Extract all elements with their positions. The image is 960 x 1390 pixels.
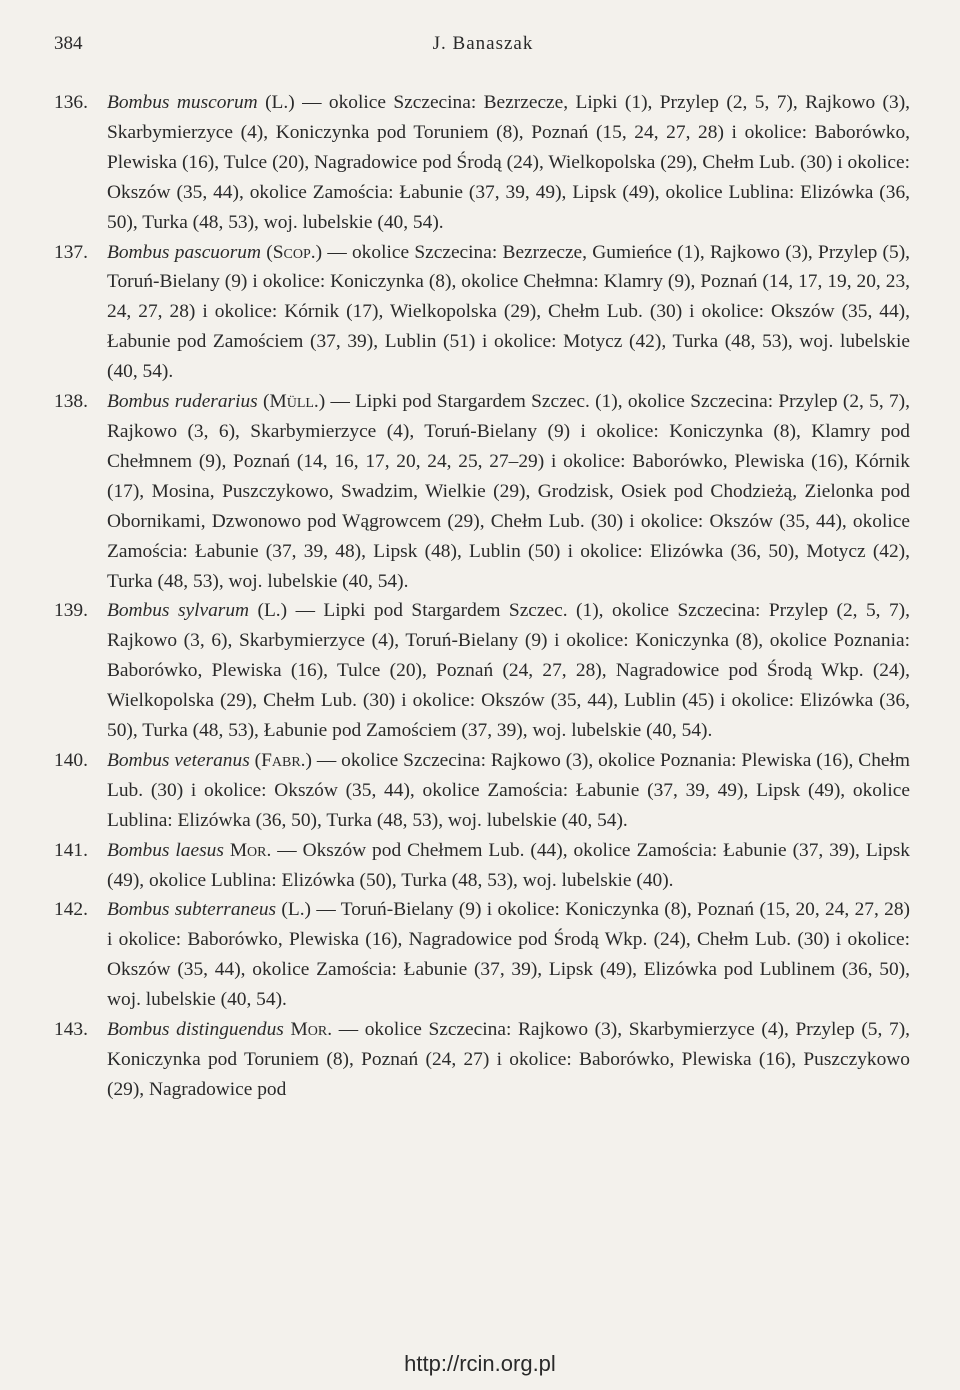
- entry-number: 138.: [54, 391, 88, 413]
- entry-number: 141.: [54, 839, 88, 861]
- species-author: (Fabr.): [254, 749, 312, 771]
- entry-number: 140.: [54, 749, 88, 771]
- species-entry-138: [54, 387, 910, 596]
- page-number: 384: [54, 33, 83, 54]
- species-name: Bombus veteranus: [107, 749, 250, 771]
- locality-text: — okolice Szczecina: Bezrzecze, Lipki (1), Przylep (2, 5, 7), Rajkowo (3), Skarbymierzyce (4), Koniczynka pod Toruniem (8), Poznań (15, 24, 27, 28) i okolice: Baborówko, Plewiska (16), Tulce (20), Nagradowice pod Środą (24), Wielkopolska (29), Chełm Lub. (30) i okolice: Okszów (35, 44), okolice Zamościa: Łabunie (37, 39, 49), Lipsk (49), okolice Lublina: Elizówka (36, 50), Turka (48, 53), woj. lubelskie (40, 54).: [107, 92, 910, 233]
- species-list: [54, 88, 910, 1105]
- species-name: Bombus muscorum: [107, 92, 258, 113]
- locality-text: — okolice Szczecina: Rajkowo (3), okolice Poznania: Plewiska (16), Chełm Lub. (30) i okolice: Okszów (35, 44), okolice Zamościa: Łabunie (37, 39, 49), Lipsk (49), okolice Lublina: Elizówka (36, 50), Turka (48, 53), woj. lubelskie (40, 54).: [107, 749, 910, 831]
- species-name: Bombus sylvarum: [107, 600, 250, 622]
- species-author: (Müll.): [263, 391, 326, 413]
- species-entry-143: [54, 1015, 910, 1105]
- species-entry-140: [54, 746, 910, 836]
- entry-number: 142.: [54, 899, 88, 921]
- species-entry-136: [54, 88, 910, 238]
- entry-number: 137.: [54, 241, 88, 263]
- locality-text: — Lipki pod Stargardem Szczec. (1), okolice Szczecina: Przylep (2, 5, 7), Rajkowo (3, 6), Skarbymierzyce (4), Toruń-Bielany (9) i okolice: Koniczynka (8), Klamry pod Chełmnem (9), Poznań (14, 16, 17, 20, 24, 25, 27–29) i okolice: Baborówko, Plewiska (16), Kórnik (17), Mosina, Puszczykowo, Swadzim, Wielkie (29), Grodzisk, Osiek pod Chodzieżą, Zielonka pod Obornikami, Dzwonowo pod Wągrowcem (29), Chełm Lub. (30) i okolice: Okszów (35, 44), okolice Zamościa: Łabunie (37, 39, 48), Lipsk (48), Lublin (50) i okolice: Elizówka (36, 50), Motycz (42), Turka (48, 53), woj. lubelskie (40, 54).: [107, 391, 910, 592]
- species-name: Bombus pascuorum: [107, 241, 261, 263]
- species-name: Bombus subterraneus: [107, 899, 277, 921]
- locality-text: — okolice Szczecina: Bezrzecze, Gumieńce (1), Rajkowo (3), Przylep (5), Toruń-Bielany (9) i okolice: Koniczynka (8), okolice Chełmna: Klamry (9), Poznań (14, 17, 19, 20, 23, 24, 27, 28) i okolice: Kórnik (17), Wielkopolska (29), Chełm Lub. (30) i okolice: Okszów (35, 44), Łabunie pod Zamościem (37, 39), Lublin (51) i okolice: Motycz (42), Turka (48, 53), woj. lubelskie (40, 54).: [107, 241, 911, 383]
- species-author: (L.): [281, 899, 312, 921]
- species-author: Mor.: [290, 1019, 333, 1041]
- species-name: Bombus laesus: [107, 839, 224, 861]
- species-entry-142: [54, 895, 910, 1015]
- species-author: (Scop.): [266, 241, 323, 263]
- species-entry-139: [54, 596, 910, 746]
- locality-text: — Lipki pod Stargardem Szczec. (1), okolice Szczecina: Przylep (2, 5, 7), Rajkowo (3, 6), Skarbymierzyce (4), Toruń-Bielany (9) i okolice: Koniczynka (8), okolice Poznania: Baborówko, Plewiska (16), Tulce (20), Poznań (24, 27, 28), Nagradowice pod Środą Wkp. (24), Wielkopolska (29), Chełm Lub. (30) i okolice: Okszów (35, 44), Lublin (45) i okolice: Elizówka (36, 50), Turka (48, 53), Łabunie pod Zamościem (37, 39), woj. lubelskie (40, 54).: [107, 600, 910, 742]
- locality-text: — Okszów pod Chełmem Lub. (44), okolice Zamościa: Łabunie (37, 39), Lipsk (49), okolice Lublina: Elizówka (50), Turka (48, 53), woj. lubelskie (40).: [107, 839, 910, 891]
- locality-text: — Toruń-Bielany (9) i okolice: Koniczynka (8), Poznań (15, 20, 24, 27, 28) i okolice: Baborówko, Plewiska (16), Nagradowice pod Środą Wkp. (24), Chełm Lub. (30) i okolice: Okszów (35, 44), okolice Zamościa: Łabunie (37, 39), Lipsk (49), Elizówka pod Lublinem (36, 50), woj. lubelskie (40, 54).: [107, 899, 910, 1011]
- entry-number: 136.: [54, 92, 88, 113]
- entry-number: 139.: [54, 600, 88, 622]
- source-url: http://rcin.org.pl: [404, 1351, 556, 1376]
- running-author: J. Banaszak: [432, 33, 534, 54]
- species-entry-137: [54, 238, 910, 388]
- species-entry-141: [54, 836, 910, 896]
- species-name: Bombus distinguendus: [107, 1019, 284, 1041]
- locality-text: — okolice Szczecina: Rajkowo (3), Skarbymierzyce (4), Przylep (5, 7), Koniczynka pod Toruniem (8), Poznań (24, 27) i okolice: Baborówko, Plewiska (16), Puszczykowo (29), Nagradowice pod: [107, 1019, 910, 1100]
- species-name: Bombus ruderarius: [107, 391, 258, 413]
- running-header: [54, 33, 912, 63]
- entry-number: 143.: [54, 1019, 88, 1041]
- species-author: Mor.: [229, 839, 272, 861]
- species-author: (L.): [265, 92, 295, 113]
- species-author: (L.): [257, 600, 288, 622]
